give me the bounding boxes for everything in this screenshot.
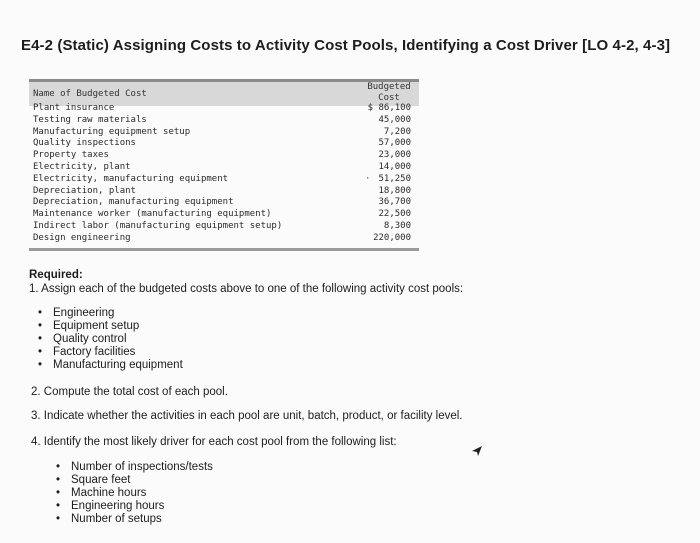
cost-name: Depreciation, manufacturing equipment	[33, 197, 234, 208]
question-3: 3. Indicate whether the activities in each pool are unit, batch, product, or facility level.	[31, 410, 463, 422]
list-item: • Engineering	[38, 307, 183, 320]
table-row	[29, 186, 419, 198]
cost-name: Manufacturing equipment setup	[33, 126, 191, 137]
cost-value: 14,000	[378, 161, 411, 172]
cost-name: Property taxes	[33, 150, 109, 161]
header-budgeted-cost	[361, 82, 417, 104]
cost-name: Electricity, manufacturing equipment	[33, 173, 229, 184]
list-item: • Factory facilities	[38, 346, 183, 359]
cost-pool-list	[38, 307, 183, 372]
cost-name: Indirect labor (manufacturing equipment setup)	[33, 220, 283, 231]
header-budgeted-cost-line1: Budgeted	[367, 82, 411, 92]
budgeted-cost-table	[29, 79, 419, 251]
cost-name: Quality inspections	[33, 138, 136, 149]
table-row	[29, 115, 419, 127]
cursor-icon	[471, 445, 483, 457]
cost-value: 51,250	[378, 173, 411, 184]
table-row	[29, 233, 419, 245]
list-item: • Machine hours	[56, 487, 213, 500]
cost-value: 22,500	[378, 209, 411, 220]
table-row	[29, 197, 419, 209]
cost-value: 23,000	[378, 150, 411, 161]
stray-dot: ·	[365, 173, 371, 184]
list-item: • Square feet	[56, 474, 213, 487]
cost-name: Electricity, plant	[33, 161, 131, 172]
header-name-of-budgeted-cost: Name of Budgeted Cost	[33, 89, 147, 99]
cost-value: 8,300	[383, 220, 411, 231]
cost-value: 57,000	[378, 138, 411, 149]
cost-value: 7,200	[383, 126, 411, 137]
table-row	[29, 127, 419, 139]
cost-value: 36,700	[378, 197, 411, 208]
cost-name: Plant insurance	[33, 103, 115, 113]
page-title: E4-2 (Static) Assigning Costs to Activity Cost Pools, Identifying a Cost Driver [LO 4-2, 4-3]	[21, 37, 671, 54]
cost-value: 45,000	[378, 114, 411, 125]
table-row	[29, 138, 419, 150]
list-item: • Quality control	[38, 333, 183, 346]
table-row	[29, 174, 419, 186]
required-heading: Required:	[29, 269, 83, 281]
list-item: • Manufacturing equipment	[38, 359, 183, 372]
table-body	[29, 103, 419, 245]
table-row	[29, 209, 419, 221]
table-row	[29, 162, 419, 174]
cost-driver-list	[56, 461, 213, 526]
question-2: 2. Compute the total cost of each pool.	[31, 386, 228, 398]
list-item: • Number of inspections/tests	[56, 461, 213, 474]
cost-value: $ 86,100	[367, 103, 411, 113]
list-item: • Engineering hours	[56, 500, 213, 513]
list-item: • Equipment setup	[38, 320, 183, 333]
table-row	[29, 221, 419, 233]
table-row	[29, 103, 419, 115]
cost-name: Maintenance worker (manufacturing equipment)	[33, 209, 272, 220]
header-budgeted-cost-line2: Cost	[378, 93, 400, 103]
cost-name: Design engineering	[33, 232, 131, 243]
table-row	[29, 150, 419, 162]
list-item: • Number of setups	[56, 513, 213, 526]
question-4: 4. Identify the most likely driver for each cost pool from the following list:	[31, 436, 397, 448]
cost-name: Depreciation, plant	[33, 185, 136, 196]
cost-value: 18,800	[378, 185, 411, 196]
table-bottom-border	[29, 248, 419, 251]
question-1: 1. Assign each of the budgeted costs above to one of the following activity cost pools:	[29, 283, 464, 295]
cost-value: 220,000	[373, 232, 411, 243]
cost-name: Testing raw materials	[33, 114, 147, 125]
